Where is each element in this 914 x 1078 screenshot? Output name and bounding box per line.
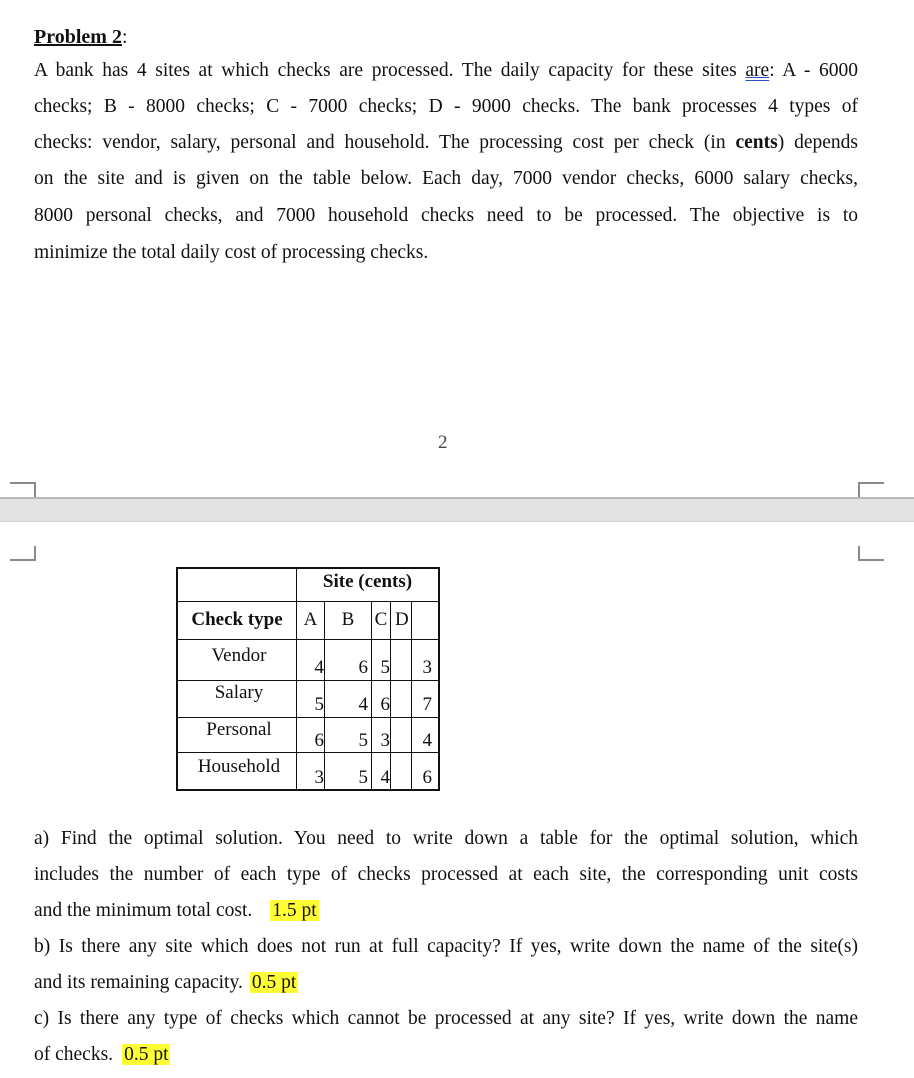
question-a-line-2: includes the number of each type of checks processed at each site, the corresponding unit costs [34,864,858,885]
paragraph-line-4: on the site and is given on the table below. Each day, 7000 vendor checks, 6000 salary checks, [34,168,858,189]
crop-mark-top-left [10,482,36,497]
question-b-line-1: b) Is there any site which does not run at full capacity? If yes, write down the name of the site(s) [34,936,858,957]
question-a-line-3 [34,900,319,922]
paragraph-line-6: minimize the total daily cost of processing checks. [34,242,429,263]
points-badge-b: 0.5 pt [251,972,297,993]
question-b-line-2 [34,972,298,994]
cost-salary-c: 6 [380,694,390,715]
problem-title-colon: : [121,26,128,48]
line-3-pre: checks: vendor, salary, personal and household. The processing cost per check (in [34,132,736,153]
line-1-pre: A bank has 4 sites at which checks are processed. The daily capacity for these sites [34,60,746,81]
paragraph-line-3 [34,132,858,154]
question-a-line-1: a) Find the optimal solution. You need to write down a table for the optimal solution, which [34,828,858,849]
site-header-d: D [395,609,409,630]
cost-salary-b: 4 [358,694,368,715]
cost-vendor-c: 5 [380,657,390,678]
cost-personal-a: 6 [314,730,324,751]
table-rule [178,601,438,602]
crop-mark-bottom-right [858,546,884,561]
check-type-salary: Salary [214,682,264,703]
cost-personal-d: 4 [422,730,432,751]
line-3-bold-word: cents [735,132,778,153]
line-3-post: ) depends [777,132,858,153]
paragraph-line-1 [34,60,858,82]
problem-title [34,26,128,49]
cost-household-d: 6 [422,767,432,788]
cost-table [176,567,440,791]
page-number: 2 [438,432,448,453]
question-a-text: and the minimum total cost. [34,900,253,921]
site-header-b: B [341,609,355,630]
points-badge-a: 1.5 pt [272,900,317,921]
cost-household-c: 4 [380,767,390,788]
problem-title-text: Problem 2 [34,26,122,48]
cost-household-b: 5 [358,767,368,788]
cost-personal-c: 3 [380,730,390,751]
row-header: Check type [191,609,283,630]
cost-personal-b: 5 [358,730,368,751]
check-type-vendor: Vendor [211,645,267,666]
cost-salary-a: 5 [314,694,324,715]
site-header-c: C [374,609,388,630]
cost-vendor-a: 4 [314,657,324,678]
check-type-household: Household [197,756,281,777]
table-rule [178,752,438,753]
line-1-underlined-word: are [745,60,770,81]
question-c-text: of checks. [34,1044,114,1065]
table-rule [178,680,438,681]
crop-mark-bottom-left [10,546,36,561]
cost-salary-d: 7 [422,694,432,715]
question-c-line-1: c) Is there any type of checks which cannot be processed at any site? If yes, write down the name [34,1008,858,1029]
table-title: Site (cents) [322,571,413,592]
question-b-text: and its remaining capacity. [34,972,243,993]
paragraph-line-2: checks; B - 8000 checks; C - 7000 checks; D - 9000 checks. The bank processes 4 types of [34,96,858,117]
page-break-gap [0,497,914,522]
check-type-personal: Personal [206,719,272,740]
points-badge-c: 0.5 pt [124,1044,169,1065]
line-1-post: : A - 6000 [769,60,858,81]
question-c-line-2 [34,1044,170,1066]
cost-vendor-b: 6 [358,657,368,678]
site-header-a: A [303,609,318,630]
paragraph-line-5: 8000 personal checks, and 7000 household checks need to be processed. The objective is to [34,205,858,226]
crop-mark-top-right [858,482,884,497]
table-rule [178,717,438,718]
cost-household-a: 3 [314,767,324,788]
cost-vendor-d: 3 [422,657,432,678]
table-rule [178,639,438,640]
